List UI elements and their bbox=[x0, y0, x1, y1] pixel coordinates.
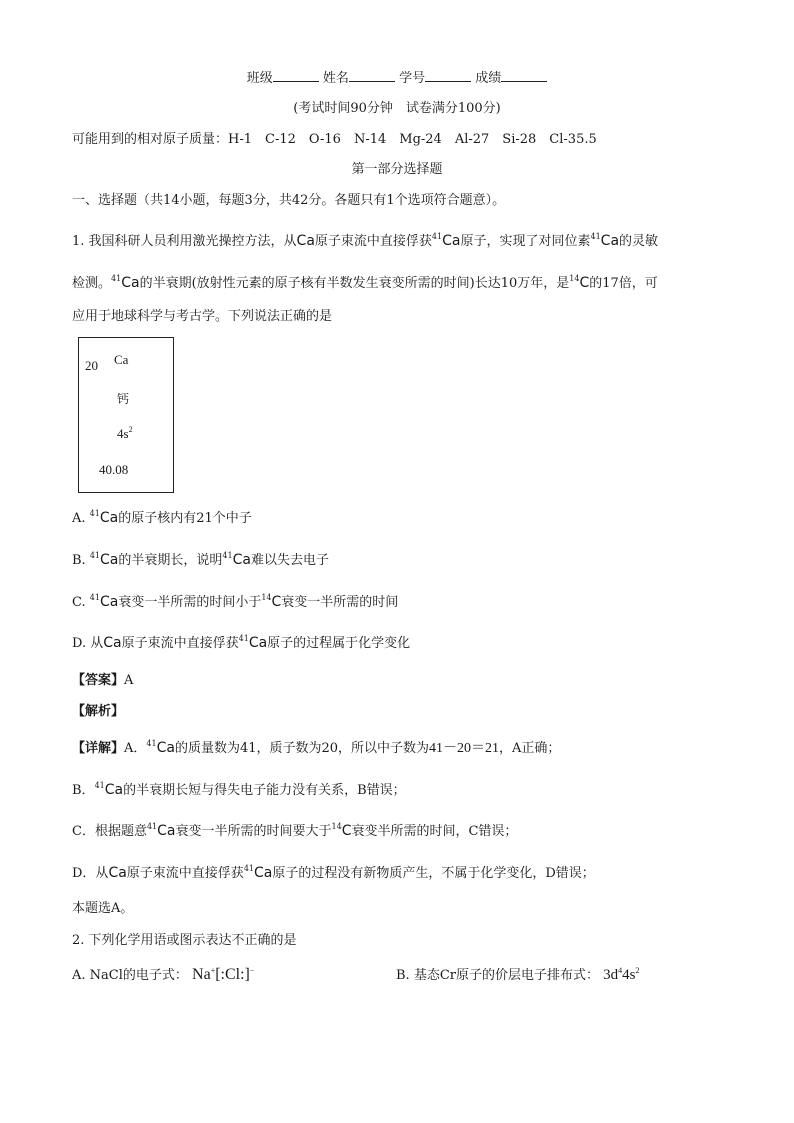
c-symbol: C bbox=[341, 823, 352, 839]
isotope-mass: 41 bbox=[238, 634, 249, 643]
answer-label: 【答案】 bbox=[72, 673, 125, 688]
element-symbol: Ca bbox=[114, 352, 129, 367]
score-label: 成绩 bbox=[475, 71, 502, 86]
isotope-mass: 41 bbox=[89, 593, 100, 602]
config-sup: 4 bbox=[618, 966, 623, 975]
detail-text: D．从 bbox=[72, 866, 109, 881]
option-text: 衰变一半所需的时间小于 bbox=[118, 595, 262, 610]
config-text: 4s bbox=[117, 426, 129, 441]
isotope-mass: 41 bbox=[146, 822, 158, 831]
detail-text: ，A正确； bbox=[499, 741, 561, 756]
q1-option-a[interactable] bbox=[72, 509, 252, 528]
isotope-mass: 14 bbox=[569, 274, 580, 283]
ca-symbol: Ca bbox=[121, 275, 140, 291]
name-label: 姓名 bbox=[322, 71, 349, 86]
option-text: B. 基态Cr原子的价层电子排布式： bbox=[396, 968, 599, 983]
cl-bracket: [:Cl:] bbox=[215, 966, 250, 983]
isotope-mass: 41 bbox=[222, 551, 233, 560]
ca-symbol: Ca bbox=[600, 233, 620, 249]
option-label: A. bbox=[72, 511, 86, 526]
nacl-lewis-formula bbox=[192, 966, 254, 983]
q1-line-2 bbox=[72, 274, 658, 293]
q1-text: 的半衰期(放射性元素的原子核有半数发生衰变所需的时间)长达10万年，是 bbox=[139, 276, 570, 291]
detail-text: A． bbox=[124, 741, 147, 756]
q1-text: 原子束流中直接俘获 bbox=[314, 234, 432, 249]
answer-value: A bbox=[124, 673, 134, 688]
detail-text: 衰变半所需的时间，C错误； bbox=[351, 824, 518, 839]
detail-text: C．根据题意 bbox=[72, 824, 147, 839]
atomic-number: 20 bbox=[85, 358, 98, 373]
detail-text: 衰变一半所需的时间要大于 bbox=[175, 824, 332, 839]
detail-text: 的质量数为41，质子数为20，所以中子数为 bbox=[174, 741, 430, 756]
isotope-mass: 41 bbox=[431, 232, 443, 241]
q2-stem: 2. 下列化学用语或图示表达不正确的是 bbox=[72, 933, 297, 948]
cr-electron-config bbox=[603, 967, 639, 983]
element-name: 钙 bbox=[117, 392, 130, 406]
c-symbol: C bbox=[579, 275, 590, 291]
atomic-masses: 可能用到的相对原子质量：H-1 C-12 O-16 N-14 Mg-24 Al-27 Si-28 Cl-35.5 bbox=[72, 132, 597, 147]
q1-line-1 bbox=[72, 232, 658, 251]
q1-line-3: 应用于地球科学与考古学。下列说法正确的是 bbox=[72, 309, 333, 324]
name-blank[interactable] bbox=[349, 68, 395, 82]
ca-symbol: Ca bbox=[156, 740, 175, 756]
q1-text: 原子，实现了对同位素 bbox=[460, 234, 591, 249]
detail-text: 原子束流中直接俘获 bbox=[126, 866, 244, 881]
ca-symbol: Ca bbox=[103, 635, 122, 651]
id-blank[interactable] bbox=[425, 68, 471, 82]
exam-info: (考试时间90分钟 试卷满分100分) bbox=[293, 101, 501, 116]
config-part: 4s bbox=[622, 967, 636, 983]
ca-symbol: Ca bbox=[248, 635, 268, 651]
ca-symbol: Ca bbox=[296, 233, 315, 249]
analysis-label bbox=[72, 703, 124, 721]
isotope-mass: 14 bbox=[261, 593, 272, 602]
option-label: B. bbox=[72, 553, 86, 568]
q2-option-a[interactable] bbox=[72, 966, 254, 985]
part-title: 第一部分选择题 bbox=[351, 162, 443, 177]
id-label: 学号 bbox=[399, 71, 426, 86]
ca-symbol: Ca bbox=[100, 552, 119, 568]
isotope-mass: 41 bbox=[94, 781, 105, 790]
option-text: 的半衰期长，说明 bbox=[118, 553, 223, 568]
student-info-line bbox=[0, 68, 794, 88]
ca-symbol: Ca bbox=[157, 823, 176, 839]
q1-text: 的17倍，可 bbox=[589, 276, 658, 291]
calcium-element-card bbox=[78, 337, 174, 493]
class-label: 班级 bbox=[246, 71, 273, 86]
analysis-heading: 【解析】 bbox=[72, 704, 125, 719]
isotope-mass: 41 bbox=[89, 509, 100, 518]
q1-option-c[interactable] bbox=[72, 593, 398, 612]
score-blank[interactable] bbox=[501, 68, 547, 82]
answer-line bbox=[72, 672, 133, 690]
isotope-mass: 14 bbox=[331, 822, 342, 831]
charge-minus: − bbox=[249, 966, 255, 975]
atomic-mass: 40.08 bbox=[99, 462, 129, 477]
detail-conclusion: 本题选A。 bbox=[72, 901, 134, 916]
option-text: 的原子核内有21个中子 bbox=[118, 511, 252, 526]
ca-symbol: Ca bbox=[99, 594, 119, 610]
detail-text: 原子的过程没有新物质产生，不属于化学变化，D错误； bbox=[272, 866, 595, 881]
isotope-mass: 41 bbox=[243, 864, 254, 873]
q2-option-b[interactable] bbox=[396, 966, 639, 985]
option-text: 原子束流中直接俘获 bbox=[121, 636, 239, 651]
detail-c bbox=[72, 822, 517, 841]
q1-text: 检测。 bbox=[72, 276, 112, 291]
q1-text: 的灵敏 bbox=[619, 234, 659, 249]
isotope-mass: 41 bbox=[111, 274, 122, 283]
na-symbol: Na bbox=[192, 966, 211, 983]
section-title: 一、选择题（共14小题，每题3分，共42分。各题只有1个选项符合题意）。 bbox=[72, 193, 506, 208]
q1-option-d[interactable] bbox=[72, 634, 410, 653]
detail-a bbox=[72, 739, 560, 758]
config-part: 3d bbox=[603, 967, 619, 983]
option-text: A. NaCl的电子式： bbox=[72, 968, 188, 983]
option-label: D. bbox=[72, 636, 87, 651]
option-text: 衰变一半所需的时间 bbox=[281, 595, 399, 610]
electron-config bbox=[117, 426, 133, 442]
option-text: 原子的过程属于化学变化 bbox=[267, 636, 411, 651]
isotope-mass: 41 bbox=[146, 739, 157, 748]
class-blank[interactable] bbox=[273, 68, 319, 82]
detail-d bbox=[72, 864, 595, 883]
q1-option-b[interactable] bbox=[72, 551, 329, 570]
detail-text: 的半衰期长短与得失电子能力没有关系，B错误； bbox=[123, 783, 406, 798]
ca-symbol: Ca bbox=[254, 865, 273, 881]
ca-symbol: Ca bbox=[104, 782, 124, 798]
q1-text: 1. 我国科研人员利用激光操控方法，从 bbox=[72, 234, 297, 249]
ca-symbol: Ca bbox=[108, 865, 127, 881]
option-label: C. bbox=[72, 595, 86, 610]
isotope-mass: 41 bbox=[590, 232, 601, 241]
ca-symbol: Ca bbox=[232, 552, 251, 568]
c-symbol: C bbox=[271, 594, 282, 610]
ca-symbol: Ca bbox=[442, 233, 461, 249]
detail-b bbox=[72, 781, 406, 800]
charge-plus: + bbox=[210, 966, 216, 975]
option-text: 从 bbox=[90, 636, 104, 651]
isotope-mass: 41 bbox=[89, 551, 101, 560]
detail-text: B． bbox=[72, 783, 95, 798]
detail-equation: 41－20＝21 bbox=[429, 741, 500, 756]
config-sup: 2 bbox=[128, 425, 133, 434]
option-text: 难以失去电子 bbox=[250, 553, 329, 568]
ca-symbol: Ca bbox=[99, 510, 119, 526]
detail-label: 【详解】 bbox=[72, 741, 125, 756]
config-sup: 2 bbox=[635, 966, 640, 975]
